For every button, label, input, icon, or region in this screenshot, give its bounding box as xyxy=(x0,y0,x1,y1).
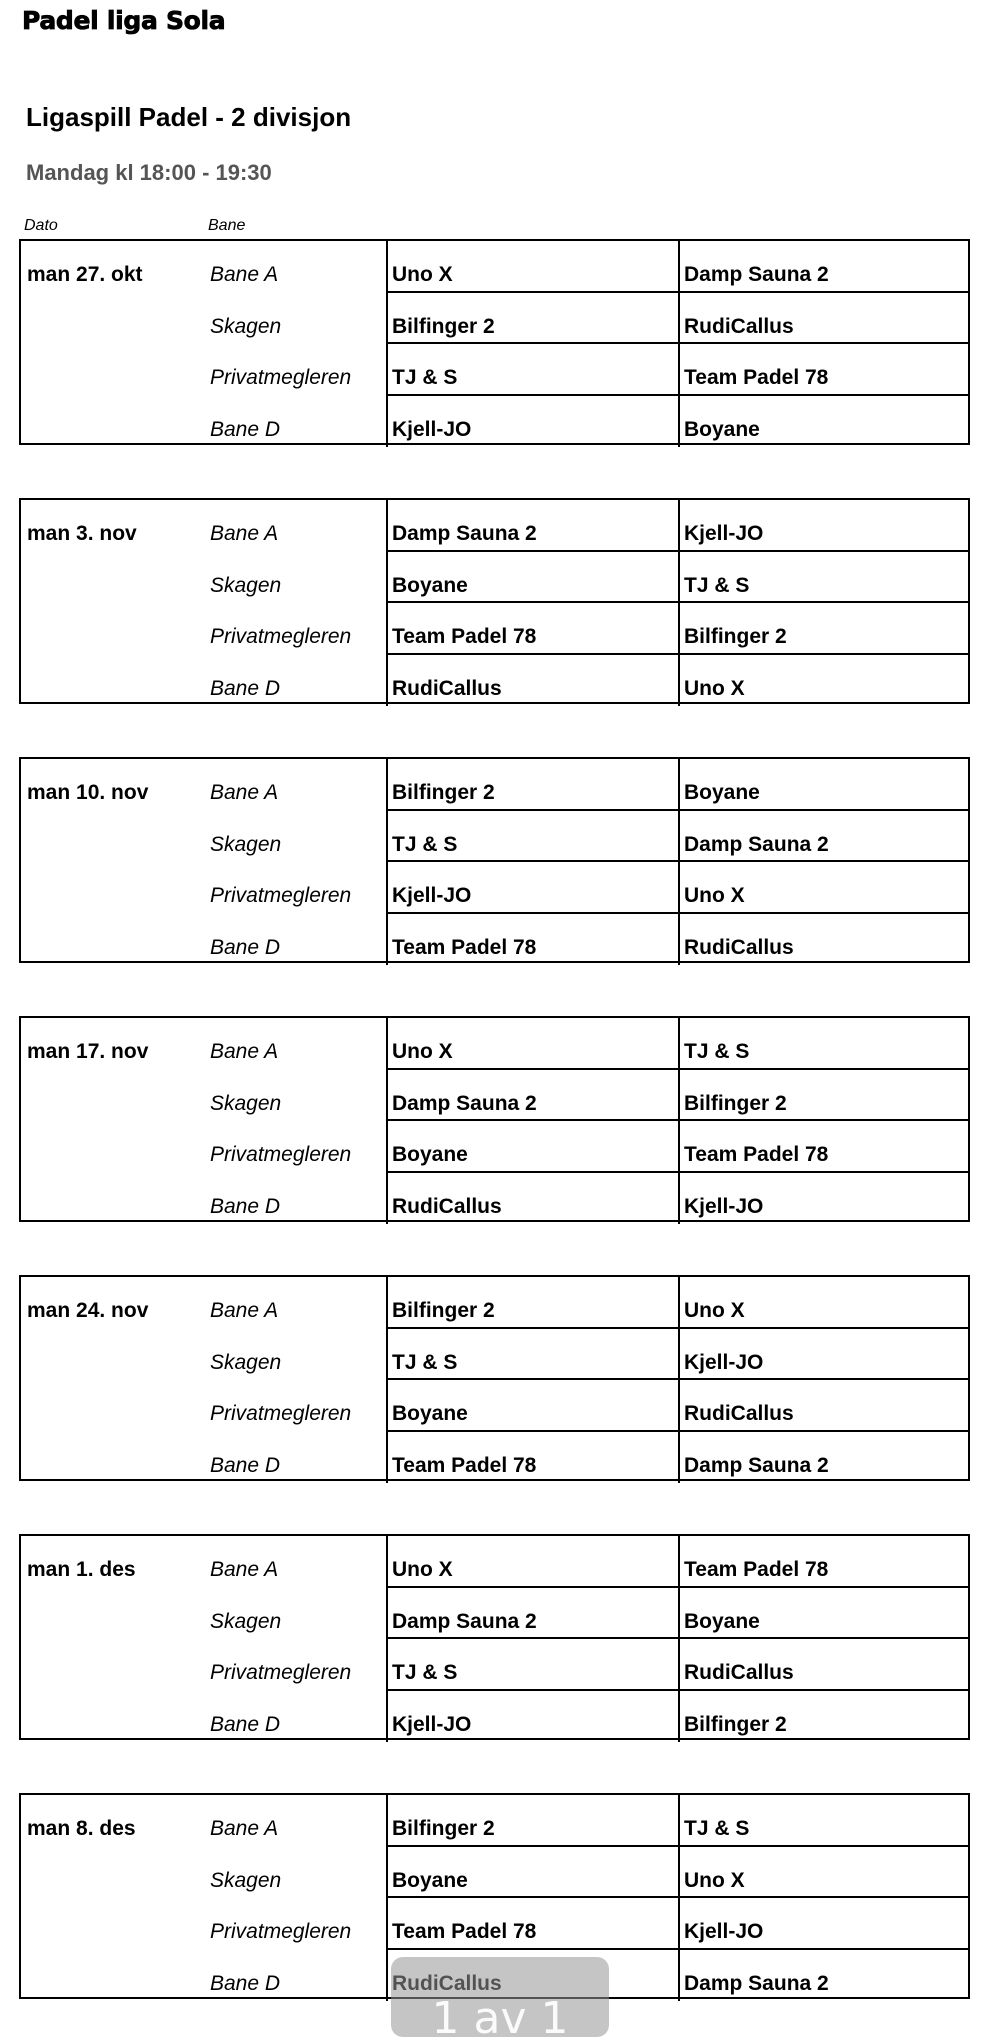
match-row xyxy=(21,811,968,863)
home-team-name: TJ & S xyxy=(392,1350,458,1374)
court-name: Skagen xyxy=(210,1091,282,1115)
away-team-name: Damp Sauna 2 xyxy=(684,1453,829,1477)
match-row xyxy=(21,1380,968,1432)
court-name: Bane D xyxy=(210,676,281,700)
home-team-cell xyxy=(386,655,678,707)
away-team-name: Uno X xyxy=(684,1868,745,1892)
away-team-cell xyxy=(678,1536,970,1588)
column-header-date: Dato xyxy=(24,217,58,234)
home-team-cell xyxy=(386,1795,678,1847)
home-team-name: TJ & S xyxy=(392,1661,458,1684)
court-name: Bane A xyxy=(210,1040,279,1063)
away-team-name: Damp Sauna 2 xyxy=(684,832,829,856)
match-row xyxy=(21,1795,968,1847)
document-subheading: Mandag kl 18:00 - 19:30 xyxy=(26,160,272,185)
away-team-name: Boyane xyxy=(684,417,760,441)
home-team-cell xyxy=(386,1018,678,1070)
away-team-cell xyxy=(678,1070,970,1122)
home-team-cell xyxy=(386,811,678,863)
court-name: Bane D xyxy=(210,1712,281,1736)
match-row xyxy=(21,1536,968,1588)
home-team-name: Boyane xyxy=(392,1868,468,1892)
home-team-name: Bilfinger 2 xyxy=(392,781,495,804)
match-row xyxy=(21,1173,968,1225)
court-name: Privatmegleren xyxy=(210,1143,352,1166)
column-header-court: Bane xyxy=(208,217,246,234)
match-row xyxy=(21,1898,968,1950)
home-team-name: Team Padel 78 xyxy=(392,935,537,959)
away-team-cell xyxy=(678,1639,970,1691)
away-team-cell xyxy=(678,1898,970,1950)
court-name: Privatmegleren xyxy=(210,1661,352,1684)
match-row xyxy=(21,1121,968,1173)
court-name: Skagen xyxy=(210,1609,282,1633)
away-team-cell xyxy=(678,1380,970,1432)
home-team-name: Damp Sauna 2 xyxy=(392,1091,537,1115)
match-row xyxy=(21,1847,968,1899)
match-row xyxy=(21,1691,968,1743)
court-name: Bane A xyxy=(210,263,279,286)
court-name: Privatmegleren xyxy=(210,1402,352,1425)
court-name: Skagen xyxy=(210,1350,282,1374)
court-name: Privatmegleren xyxy=(210,366,352,389)
away-team-cell xyxy=(678,1018,970,1070)
home-team-cell xyxy=(386,1277,678,1329)
match-row xyxy=(21,655,968,707)
away-team-cell xyxy=(678,1329,970,1381)
match-row xyxy=(21,1432,968,1484)
home-team-cell xyxy=(386,1898,678,1950)
away-team-cell xyxy=(678,811,970,863)
match-row xyxy=(21,914,968,966)
court-name: Bane D xyxy=(210,1453,281,1477)
away-team-cell xyxy=(678,1847,970,1899)
away-team-name: Bilfinger 2 xyxy=(684,1712,787,1736)
court-name: Skagen xyxy=(210,573,282,597)
away-team-name: Uno X xyxy=(684,884,745,907)
home-team-name: Bilfinger 2 xyxy=(392,1817,495,1840)
court-name: Bane D xyxy=(210,1194,281,1218)
week-date: man 10. nov xyxy=(27,781,149,804)
week-block xyxy=(19,757,970,963)
court-name: Skagen xyxy=(210,314,282,338)
match-row xyxy=(21,1639,968,1691)
home-team-cell xyxy=(386,1536,678,1588)
home-team-cell xyxy=(386,603,678,655)
home-team-name: Team Padel 78 xyxy=(392,1453,537,1477)
away-team-cell xyxy=(678,1432,970,1484)
away-team-name: Team Padel 78 xyxy=(684,1143,829,1166)
away-team-cell xyxy=(678,241,970,293)
away-team-name: Bilfinger 2 xyxy=(684,625,787,648)
away-team-cell xyxy=(678,914,970,966)
home-team-cell xyxy=(386,1173,678,1225)
away-team-name: Kjell-JO xyxy=(684,522,764,545)
match-row xyxy=(21,1018,968,1070)
away-team-name: Team Padel 78 xyxy=(684,366,829,389)
home-team-cell xyxy=(386,293,678,345)
home-team-cell xyxy=(386,862,678,914)
home-team-name: Boyane xyxy=(392,573,468,597)
home-team-cell xyxy=(386,759,678,811)
document-heading: Ligaspill Padel - 2 divisjon xyxy=(26,102,352,132)
away-team-name: RudiCallus xyxy=(684,1402,794,1425)
away-team-name: TJ & S xyxy=(684,1817,750,1840)
match-row xyxy=(21,1329,968,1381)
page-indicator: 1 av 1 xyxy=(391,1957,609,2037)
away-team-name: Uno X xyxy=(684,1299,745,1322)
away-team-name: Kjell-JO xyxy=(684,1194,764,1218)
app-title: Padel liga Sola xyxy=(22,6,226,35)
court-name: Skagen xyxy=(210,832,282,856)
away-team-cell xyxy=(678,396,970,448)
away-team-cell xyxy=(678,1950,970,2002)
match-row xyxy=(21,1588,968,1640)
court-name: Bane A xyxy=(210,522,279,545)
away-team-name: TJ & S xyxy=(684,573,750,597)
away-team-cell xyxy=(678,500,970,552)
home-team-name: Kjell-JO xyxy=(392,884,472,907)
away-team-name: Uno X xyxy=(684,676,745,700)
home-team-cell xyxy=(386,500,678,552)
court-name: Privatmegleren xyxy=(210,884,352,907)
home-team-name: RudiCallus xyxy=(392,676,502,700)
week-date: man 24. nov xyxy=(27,1299,149,1322)
home-team-name: TJ & S xyxy=(392,366,458,389)
away-team-cell xyxy=(678,655,970,707)
away-team-cell xyxy=(678,1173,970,1225)
home-team-name: Team Padel 78 xyxy=(392,1920,537,1943)
away-team-cell xyxy=(678,344,970,396)
home-team-name: Uno X xyxy=(392,1558,453,1581)
court-name: Privatmegleren xyxy=(210,1920,352,1943)
match-row xyxy=(21,759,968,811)
home-team-cell xyxy=(386,241,678,293)
court-name: Privatmegleren xyxy=(210,625,352,648)
away-team-cell xyxy=(678,293,970,345)
home-team-cell xyxy=(386,1432,678,1484)
court-name: Bane A xyxy=(210,781,279,804)
week-date: man 8. des xyxy=(27,1817,136,1840)
court-name: Bane D xyxy=(210,417,281,441)
home-team-name: Uno X xyxy=(392,263,453,286)
home-team-name: Bilfinger 2 xyxy=(392,1299,495,1322)
court-name: Bane D xyxy=(210,935,281,959)
week-block xyxy=(19,239,970,445)
home-team-cell xyxy=(386,1380,678,1432)
match-row xyxy=(21,396,968,448)
week-date: man 17. nov xyxy=(27,1040,149,1063)
match-row xyxy=(21,241,968,293)
match-row xyxy=(21,862,968,914)
match-row xyxy=(21,293,968,345)
home-team-cell xyxy=(386,914,678,966)
away-team-name: Damp Sauna 2 xyxy=(684,1971,829,1995)
away-team-name: TJ & S xyxy=(684,1040,750,1063)
away-team-name: Team Padel 78 xyxy=(684,1558,829,1581)
home-team-cell xyxy=(386,1121,678,1173)
away-team-cell xyxy=(678,1588,970,1640)
away-team-name: RudiCallus xyxy=(684,314,794,338)
home-team-cell xyxy=(386,396,678,448)
home-team-name: Uno X xyxy=(392,1040,453,1063)
home-team-name: RudiCallus xyxy=(392,1194,502,1218)
away-team-name: RudiCallus xyxy=(684,1661,794,1684)
home-team-cell xyxy=(386,1329,678,1381)
home-team-name: TJ & S xyxy=(392,832,458,856)
away-team-cell xyxy=(678,1121,970,1173)
away-team-cell xyxy=(678,862,970,914)
match-row xyxy=(21,1277,968,1329)
court-name: Bane A xyxy=(210,1558,279,1581)
court-name: Bane A xyxy=(210,1299,279,1322)
away-team-name: RudiCallus xyxy=(684,935,794,959)
week-date: man 1. des xyxy=(27,1558,136,1581)
away-team-name: Bilfinger 2 xyxy=(684,1091,787,1115)
home-team-cell xyxy=(386,1639,678,1691)
away-team-cell xyxy=(678,552,970,604)
away-team-name: Boyane xyxy=(684,1609,760,1633)
home-team-cell xyxy=(386,1588,678,1640)
week-date: man 3. nov xyxy=(27,522,137,545)
home-team-name: Kjell-JO xyxy=(392,1712,472,1736)
court-name: Bane D xyxy=(210,1971,281,1995)
away-team-name: Boyane xyxy=(684,781,760,804)
away-team-cell xyxy=(678,1691,970,1743)
week-block xyxy=(19,1275,970,1481)
home-team-cell xyxy=(386,1691,678,1743)
home-team-name: Bilfinger 2 xyxy=(392,314,495,338)
home-team-name: Damp Sauna 2 xyxy=(392,1609,537,1633)
home-team-cell xyxy=(386,344,678,396)
away-team-name: Kjell-JO xyxy=(684,1350,764,1374)
away-team-cell xyxy=(678,1795,970,1847)
away-team-cell xyxy=(678,759,970,811)
week-block xyxy=(19,1534,970,1740)
week-block xyxy=(19,498,970,704)
away-team-cell xyxy=(678,1277,970,1329)
match-row xyxy=(21,603,968,655)
week-block xyxy=(19,1016,970,1222)
home-team-cell xyxy=(386,1070,678,1122)
home-team-name: Damp Sauna 2 xyxy=(392,522,537,545)
match-row xyxy=(21,344,968,396)
court-name: Skagen xyxy=(210,1868,282,1892)
away-team-name: Damp Sauna 2 xyxy=(684,263,829,286)
match-row xyxy=(21,552,968,604)
away-team-cell xyxy=(678,603,970,655)
home-team-name: Team Padel 78 xyxy=(392,625,537,648)
week-date: man 27. okt xyxy=(27,263,143,286)
match-row xyxy=(21,500,968,552)
away-team-name: Kjell-JO xyxy=(684,1920,764,1943)
home-team-name: Kjell-JO xyxy=(392,417,472,441)
court-name: Bane A xyxy=(210,1817,279,1840)
match-row xyxy=(21,1070,968,1122)
home-team-name: Boyane xyxy=(392,1402,468,1425)
home-team-cell xyxy=(386,552,678,604)
home-team-name: Boyane xyxy=(392,1143,468,1166)
home-team-cell xyxy=(386,1847,678,1899)
